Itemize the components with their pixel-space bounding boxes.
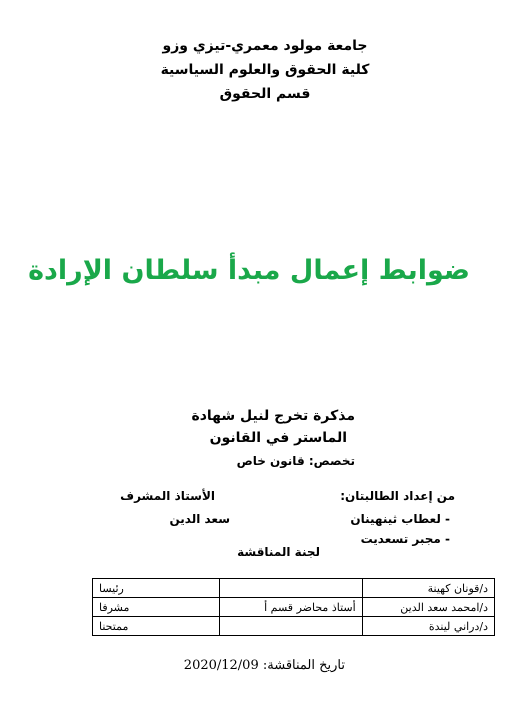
table-row (93, 598, 495, 617)
committee-label: لجنة المناقشة (237, 545, 320, 559)
member-role: ممتحنا (93, 617, 220, 636)
table-row (93, 579, 495, 598)
member-name: د/دراني ليندة (362, 617, 494, 636)
degree-name: الماستر في القانون (209, 430, 347, 446)
member-role: مشرفا (93, 598, 220, 617)
supervisor-name: سعد الدين (169, 512, 230, 526)
supervisor-label: الأستاذ المشرف (120, 489, 215, 503)
specialty: تخصص: قانون خاص (236, 454, 355, 468)
department-name: قسم الحقوق (219, 86, 311, 102)
thesis-purpose: مذكرة تخرج لنيل شهادة (191, 408, 355, 424)
table-row (93, 617, 495, 636)
member-rank: أستاذ محاضر قسم أ (220, 598, 362, 617)
committee-table (92, 578, 495, 636)
member-name: د/قونان كهينة (362, 579, 494, 598)
student-name: - لعطاب ثينهينان (350, 512, 450, 526)
university-name: جامعة مولود معمري-تيزي وزو (162, 38, 368, 54)
thesis-title: ضوابط إعمال مبدأ سلطان الإرادة (28, 255, 470, 286)
member-rank (220, 579, 362, 598)
member-rank (220, 617, 362, 636)
discussion-date: تاريخ المناقشة: 2020/12/09 (183, 658, 345, 673)
member-role: رئيسا (93, 579, 220, 598)
student-name: - مجبر تسعديت (360, 532, 450, 546)
students-label: من إعداد الطالبتان: (340, 489, 455, 503)
member-name: د/امحمد سعد الدين (362, 598, 494, 617)
faculty-name: كلية الحقوق والعلوم السياسية (160, 62, 370, 78)
